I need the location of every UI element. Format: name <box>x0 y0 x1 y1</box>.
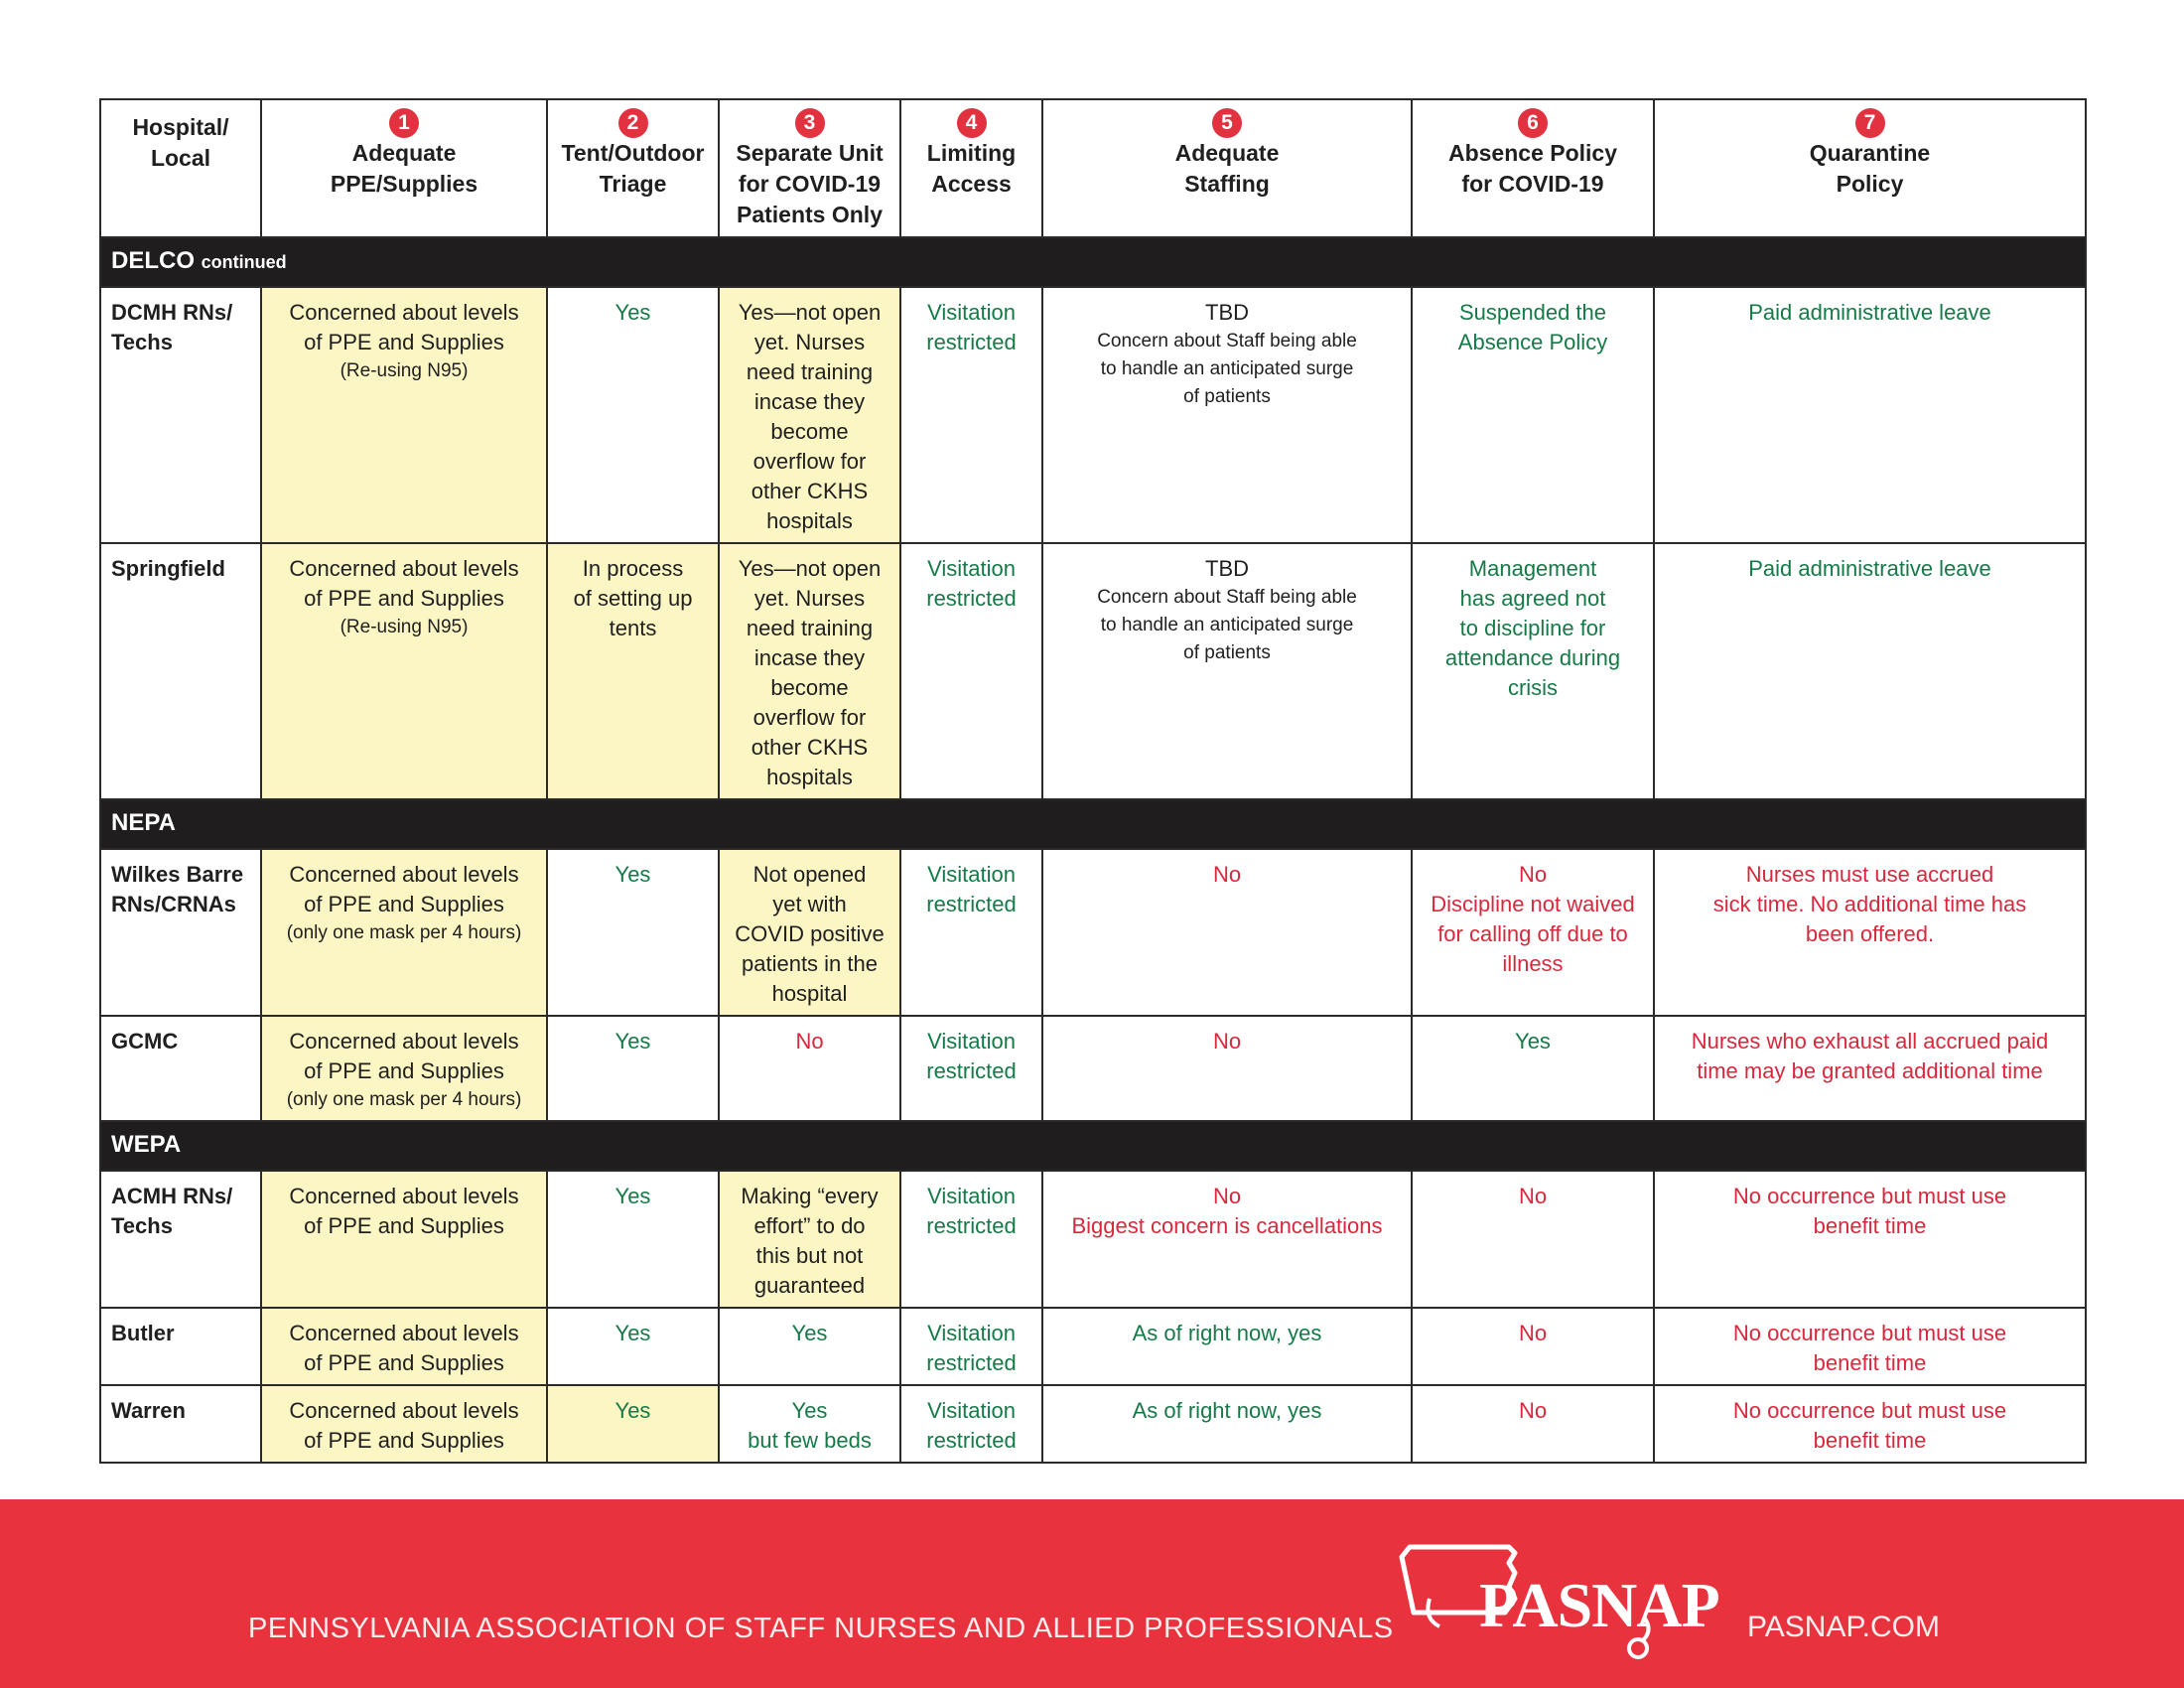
triage-cell: Yes <box>547 1308 719 1385</box>
logo-wordmark: PASNAP <box>1479 1570 1719 1640</box>
footer-banner <box>0 1499 2184 1688</box>
header-hospital: Hospital/ Local <box>100 99 261 237</box>
number-badge: 4 <box>957 108 987 138</box>
quarantine-cell: No occurrence but must use benefit time <box>1654 1171 2086 1308</box>
ppe-cell: Concerned about levels of PPE and Supplies (Re-using N95) <box>261 287 547 543</box>
region-name: NEPA <box>100 799 2086 849</box>
absence-cell: Yes <box>1412 1016 1654 1121</box>
region-row-nepa <box>100 799 2086 849</box>
absence-cell: No <box>1412 1171 1654 1308</box>
ppe-cell: Concerned about levels of PPE and Supplies <box>261 1308 547 1385</box>
website-link[interactable]: PASNAP.COM <box>1747 1611 1940 1643</box>
hospital-status-table <box>99 98 2087 1464</box>
number-badge: 5 <box>1212 108 1242 138</box>
separate-unit-cell: No <box>719 1016 900 1121</box>
staffing-cell: As of right now, yes <box>1042 1308 1412 1385</box>
table-row-butler <box>100 1308 2086 1385</box>
ppe-cell: Concerned about levels of PPE and Supplies (Re-using N95) <box>261 543 547 799</box>
staffing-cell: No <box>1042 1016 1412 1121</box>
separate-unit-cell: Making “every effort” to do this but not guaranteed <box>719 1171 900 1308</box>
number-badge: 3 <box>795 108 825 138</box>
separate-unit-cell: Yes—not open yet. Nurses need training incase they become overflow for other CKHS hospitals <box>719 287 900 543</box>
table-row-springfield <box>100 543 2086 799</box>
staffing-cell: No Biggest concern is cancellations <box>1042 1171 1412 1308</box>
organization-name: PENNSYLVANIA ASSOCIATION OF STAFF NURSES AND ALLIED PROFESSIONALS <box>248 1613 1394 1644</box>
region-name: DELCO <box>111 247 195 274</box>
header-absence-policy: 6 Absence Policy for COVID-19 <box>1412 99 1654 237</box>
hospital-name: DCMH RNs/ Techs <box>100 287 261 543</box>
separate-unit-cell: Yes but few beds <box>719 1385 900 1463</box>
hospital-name: Warren <box>100 1385 261 1463</box>
staffing-cell: TBD Concern about Staff being able to handle an anticipated surge of patients <box>1042 543 1412 799</box>
hospital-name: Springfield <box>100 543 261 799</box>
header-staffing: 5 Adequate Staffing <box>1042 99 1412 237</box>
region-row-delco <box>100 237 2086 287</box>
separate-unit-cell: Yes <box>719 1308 900 1385</box>
separate-unit-cell: Yes—not open yet. Nurses need training incase they become overflow for other CKHS hospitals <box>719 543 900 799</box>
table-row-dcmh <box>100 287 2086 543</box>
header-triage: 2 Tent/Outdoor Triage <box>547 99 719 237</box>
number-badge: 2 <box>618 108 648 138</box>
staffing-cell: As of right now, yes <box>1042 1385 1412 1463</box>
quarantine-cell: Paid administrative leave <box>1654 287 2086 543</box>
absence-cell: Suspended the Absence Policy <box>1412 287 1654 543</box>
quarantine-cell: Nurses must use accrued sick time. No additional time has been offered. <box>1654 849 2086 1016</box>
header-row <box>100 99 2086 237</box>
header-limiting-access: 4 Limiting Access <box>900 99 1042 237</box>
number-badge: 1 <box>389 108 419 138</box>
triage-cell: In process of setting up tents <box>547 543 719 799</box>
absence-cell: No Discipline not waived for calling off due to illness <box>1412 849 1654 1016</box>
ppe-cell: Concerned about levels of PPE and Supplies (only one mask per 4 hours) <box>261 849 547 1016</box>
table-row-wilkes-barre <box>100 849 2086 1016</box>
staffing-cell: No <box>1042 849 1412 1016</box>
access-cell: Visitation restricted <box>900 849 1042 1016</box>
table-row-acmh <box>100 1171 2086 1308</box>
access-cell: Visitation restricted <box>900 1016 1042 1121</box>
hospital-name: ACMH RNs/ Techs <box>100 1171 261 1308</box>
separate-unit-cell: Not opened yet with COVID positive patients in the hospital <box>719 849 900 1016</box>
ppe-cell: Concerned about levels of PPE and Supplies <box>261 1385 547 1463</box>
region-name: WEPA <box>100 1121 2086 1171</box>
quarantine-cell: No occurrence but must use benefit time <box>1654 1308 2086 1385</box>
absence-cell: Management has agreed not to discipline for attendance during crisis <box>1412 543 1654 799</box>
hospital-name: Wilkes Barre RNs/CRNAs <box>100 849 261 1016</box>
ppe-cell: Concerned about levels of PPE and Supplies <box>261 1171 547 1308</box>
access-cell: Visitation restricted <box>900 1385 1042 1463</box>
number-badge: 6 <box>1518 108 1548 138</box>
header-separate-unit: 3 Separate Unit for COVID-19 Patients Only <box>719 99 900 237</box>
access-cell: Visitation restricted <box>900 287 1042 543</box>
quarantine-cell: Nurses who exhaust all accrued paid time may be granted additional time <box>1654 1016 2086 1121</box>
region-suffix: continued <box>201 252 287 272</box>
access-cell: Visitation restricted <box>900 1171 1042 1308</box>
triage-cell: Yes <box>547 1016 719 1121</box>
triage-cell: Yes <box>547 1171 719 1308</box>
table-row-warren <box>100 1385 2086 1463</box>
triage-cell: Yes <box>547 849 719 1016</box>
absence-cell: No <box>1412 1385 1654 1463</box>
number-badge: 7 <box>1855 108 1885 138</box>
triage-cell: Yes <box>547 287 719 543</box>
table-row-gcmc <box>100 1016 2086 1121</box>
region-row-wepa <box>100 1121 2086 1171</box>
quarantine-cell: No occurrence but must use benefit time <box>1654 1385 2086 1463</box>
absence-cell: No <box>1412 1308 1654 1385</box>
staffing-cell: TBD Concern about Staff being able to handle an anticipated surge of patients <box>1042 287 1412 543</box>
ppe-cell: Concerned about levels of PPE and Supplies (only one mask per 4 hours) <box>261 1016 547 1121</box>
quarantine-cell: Paid administrative leave <box>1654 543 2086 799</box>
hospital-name: Butler <box>100 1308 261 1385</box>
header-ppe: 1 Adequate PPE/Supplies <box>261 99 547 237</box>
access-cell: Visitation restricted <box>900 543 1042 799</box>
hospital-name: GCMC <box>100 1016 261 1121</box>
header-quarantine-policy: 7 Quarantine Policy <box>1654 99 2086 237</box>
access-cell: Visitation restricted <box>900 1308 1042 1385</box>
triage-cell: Yes <box>547 1385 719 1463</box>
pasnap-logo <box>1390 1529 1717 1668</box>
